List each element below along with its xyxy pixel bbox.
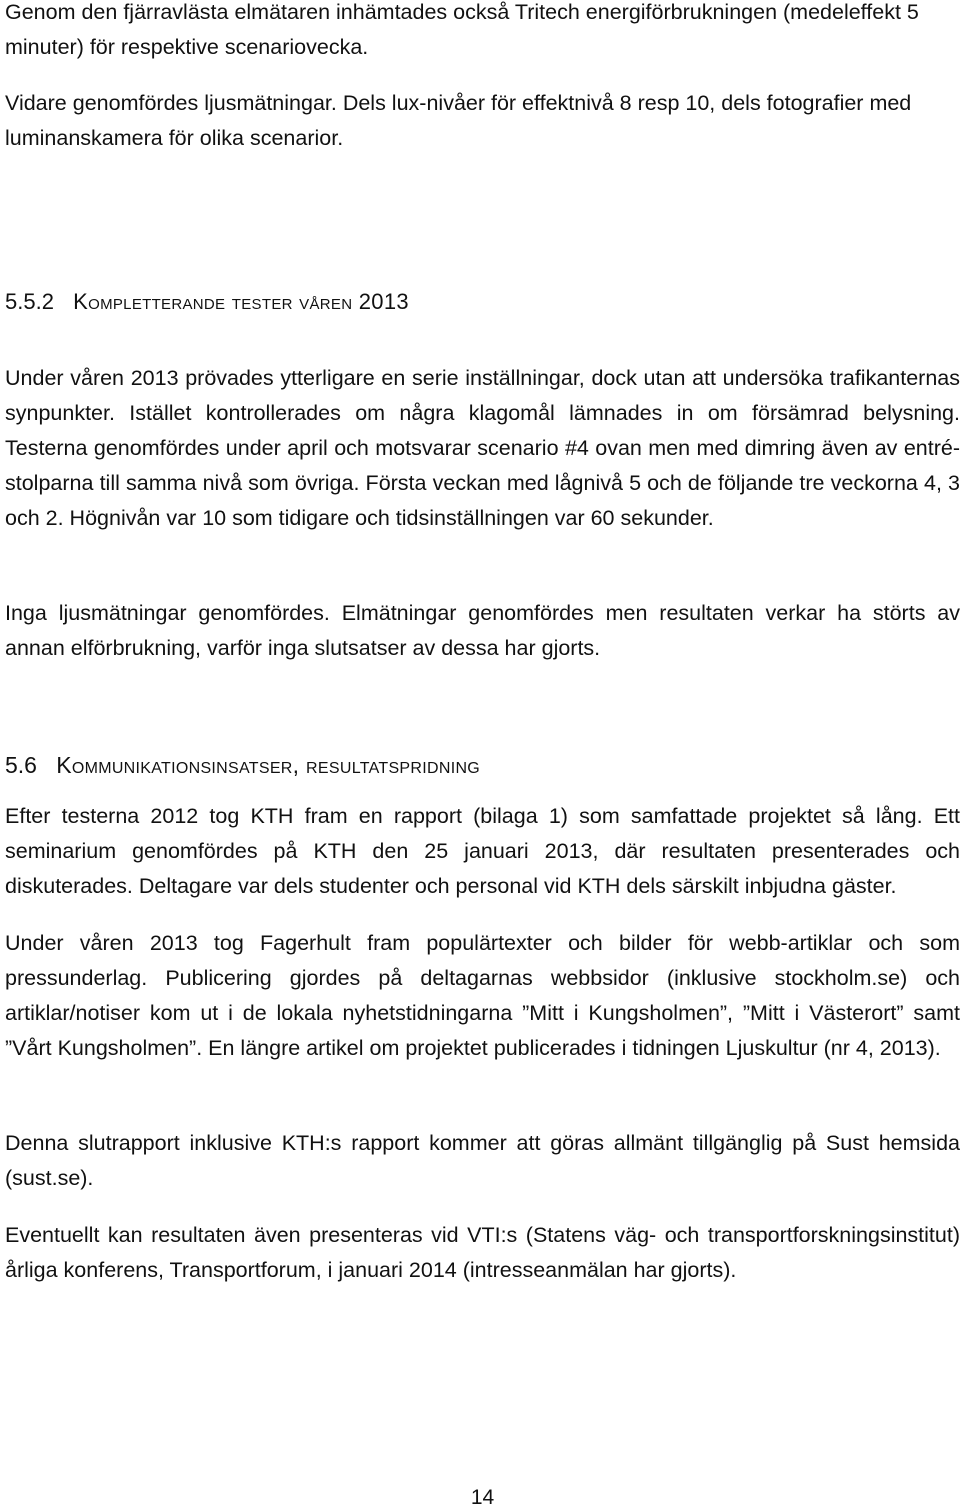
section-5-6-paragraph-2: Under våren 2013 tog Fagerhult fram populärtexter och bilder för webb-artiklar och som pressunderlag. Publicering gjordes på deltagarnas webbsidor (inklusive stockholm.se) och artiklar/notiser kom ut i de lokala nyhetstidningarna ”Mitt i Kungsholmen”, ”Mitt i Västerort” samt ”Vårt Kungsholmen”. En längre artikel om projektet publicerades i tidningen Ljuskultur (nr 4, 2013).	[5, 931, 960, 1060]
section-title: Kommunikationsinsatser, resultatspridning	[56, 752, 481, 778]
section-5-6-paragraph-1: Efter testerna 2012 tog KTH fram en rapport (bilaga 1) som samfattade projektet så lång. Ett seminarium genomfördes på KTH den 25 januari 2013, där resultaten presenterades och diskuterades. Deltagare var dels studenter och personal vid KTH dels särskilt inbjudna gäster.	[5, 804, 960, 898]
section-heading-5-6	[5, 752, 480, 779]
section-5-6-paragraph-3: Denna slutrapport inklusive KTH:s rapport kommer att göras allmänt tillgänglig på Sust hemsida (sust.se).	[5, 1131, 960, 1190]
section-title: Kompletterande tester våren 2013	[73, 289, 409, 314]
section-5-5-2-paragraph-2: Inga ljusmätningar genomfördes. Elmätningar genomfördes men resultaten verkar ha störts av annan elförbrukning, varför inga slutsatser av dessa har gjorts.	[5, 601, 960, 660]
section-heading-5-5-2	[5, 289, 409, 315]
intro-paragraph-2: Vidare genomfördes ljusmätningar. Dels lux-nivåer för effektnivå 8 resp 10, dels fotografier med luminanskamera för olika scenarior.	[5, 91, 912, 150]
section-number: 5.5.2	[5, 289, 54, 314]
section-5-6-paragraph-4: Eventuellt kan resultaten även presenteras vid VTI:s (Statens väg- och transportforskningsinstitut) årliga konferens, Transportforum, i januari 2014 (intresseanmälan har gjorts).	[5, 1223, 960, 1282]
page-number: 14	[470, 1486, 495, 1509]
document-page	[5, 0, 960, 1511]
intro-paragraph-1: Genom den fjärravlästa elmätaren inhämtades också Tritech energiförbrukningen (medeleffekt 5 minuter) för respektive scenariovecka.	[5, 0, 919, 59]
section-number: 5.6	[5, 752, 37, 778]
section-5-5-2-paragraph-1: Under våren 2013 prövades ytterligare en serie inställningar, dock utan att undersöka trafikanternas synpunkter. Istället kontrollerades om några klagomål lämnades in om försämrad belysning. Testerna genomfördes under april och motsvarar scenario #4 ovan men med dimring även av entré-stolparna till samma nivå som övriga. Första veckan med lågnivå 5 och de följande tre veckorna 4, 3 och 2. Högnivån var 10 som tidigare och tidsinställningen var 60 sekunder.	[5, 366, 960, 530]
